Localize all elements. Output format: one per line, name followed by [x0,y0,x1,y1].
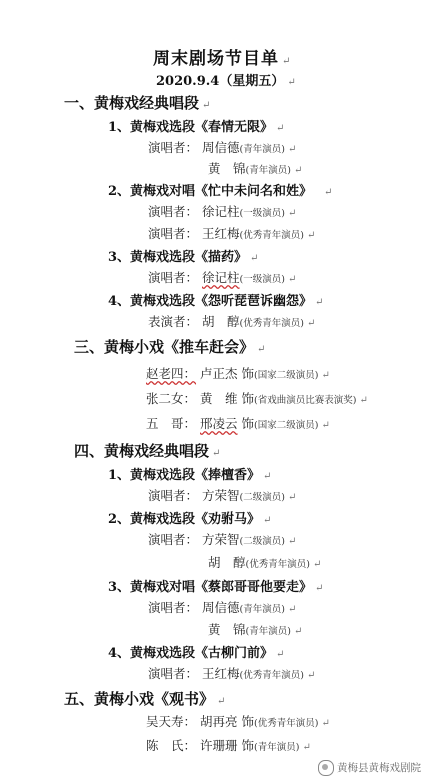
wechat-icon [318,760,334,776]
performer-line: 演唱者： 方荣智(二级演员) ↵ [148,532,297,547]
performer-line: 黄 锦(青年演员) ↵ [208,622,303,637]
cast-line: 陈 氏： 许珊珊 饰(青年演员) ↵ [146,738,311,753]
cast-line: 赵老四： 卢正杰 饰(国家二级演员) ↵ [146,366,330,381]
section-2-heading: 三、黄梅小戏《推车赶会》 ↵ [74,338,266,356]
program-item-title: 4、黄梅戏选段《怨听琵琶诉幽怨》 ↵ [108,294,324,309]
performer-line: 演唱者： 王红梅(优秀青年演员) ↵ [148,226,316,241]
program-date: 2020.9.4（星期五） ↵ [156,74,296,89]
performer-line: 演唱者： 徐记柱(一级演员) ↵ [148,270,297,285]
section-1-heading: 一、黄梅戏经典唱段 ↵ [64,94,211,112]
watermark: 黄梅县黄梅戏剧院 [318,760,421,776]
program-item-title: 3、黄梅戏对唱《蔡郎哥哥他要走》 ↵ [108,580,324,595]
section-4-heading: 五、黄梅小戏《观书》 ↵ [64,690,226,708]
performer-line: 表演者： 胡 醇(优秀青年演员) ↵ [148,314,316,329]
performer-line: 胡 醇(优秀青年演员) ↵ [208,555,322,570]
performer-line: 演唱者： 徐记柱(一级演员) ↵ [148,204,297,219]
performer-line: 演唱者： 方荣智(二级演员) ↵ [148,488,297,503]
cast-line: 五 哥： 邢凌云 饰(国家二级演员) ↵ [146,416,330,431]
performer-line: 演唱者： 王红梅(优秀青年演员) ↵ [148,666,316,681]
performer-line: 演唱者： 周信德(青年演员) ↵ [148,600,297,615]
program-item-title: 2、黄梅戏对唱《忙中未问名和姓》 ↵ [108,184,333,199]
performer-line: 演唱者： 周信德(青年演员) ↵ [148,140,297,155]
program-item-title: 1、黄梅戏选段《捧檀香》 ↵ [108,468,272,483]
performer-line: 黄 锦(青年演员) ↵ [208,161,303,176]
program-item-title: 2、黄梅戏选段《劝驸马》 ↵ [108,512,272,527]
program-item-title: 3、黄梅戏选段《描药》 ↵ [108,250,259,265]
program-item-title: 4、黄梅戏选段《古柳门前》 ↵ [108,646,285,661]
section-3-heading: 四、黄梅戏经典唱段 ↵ [74,442,221,460]
page-title: 周末剧场节目单 ↵ [153,49,292,69]
cast-line: 张二女： 黄 维 饰(省戏曲演员比赛表演奖) ↵ [146,391,368,406]
program-item-title: 1、黄梅戏选段《春情无限》 ↵ [108,120,285,135]
cast-line: 吴天寿： 胡再亮 饰(优秀青年演员) ↵ [146,714,330,729]
